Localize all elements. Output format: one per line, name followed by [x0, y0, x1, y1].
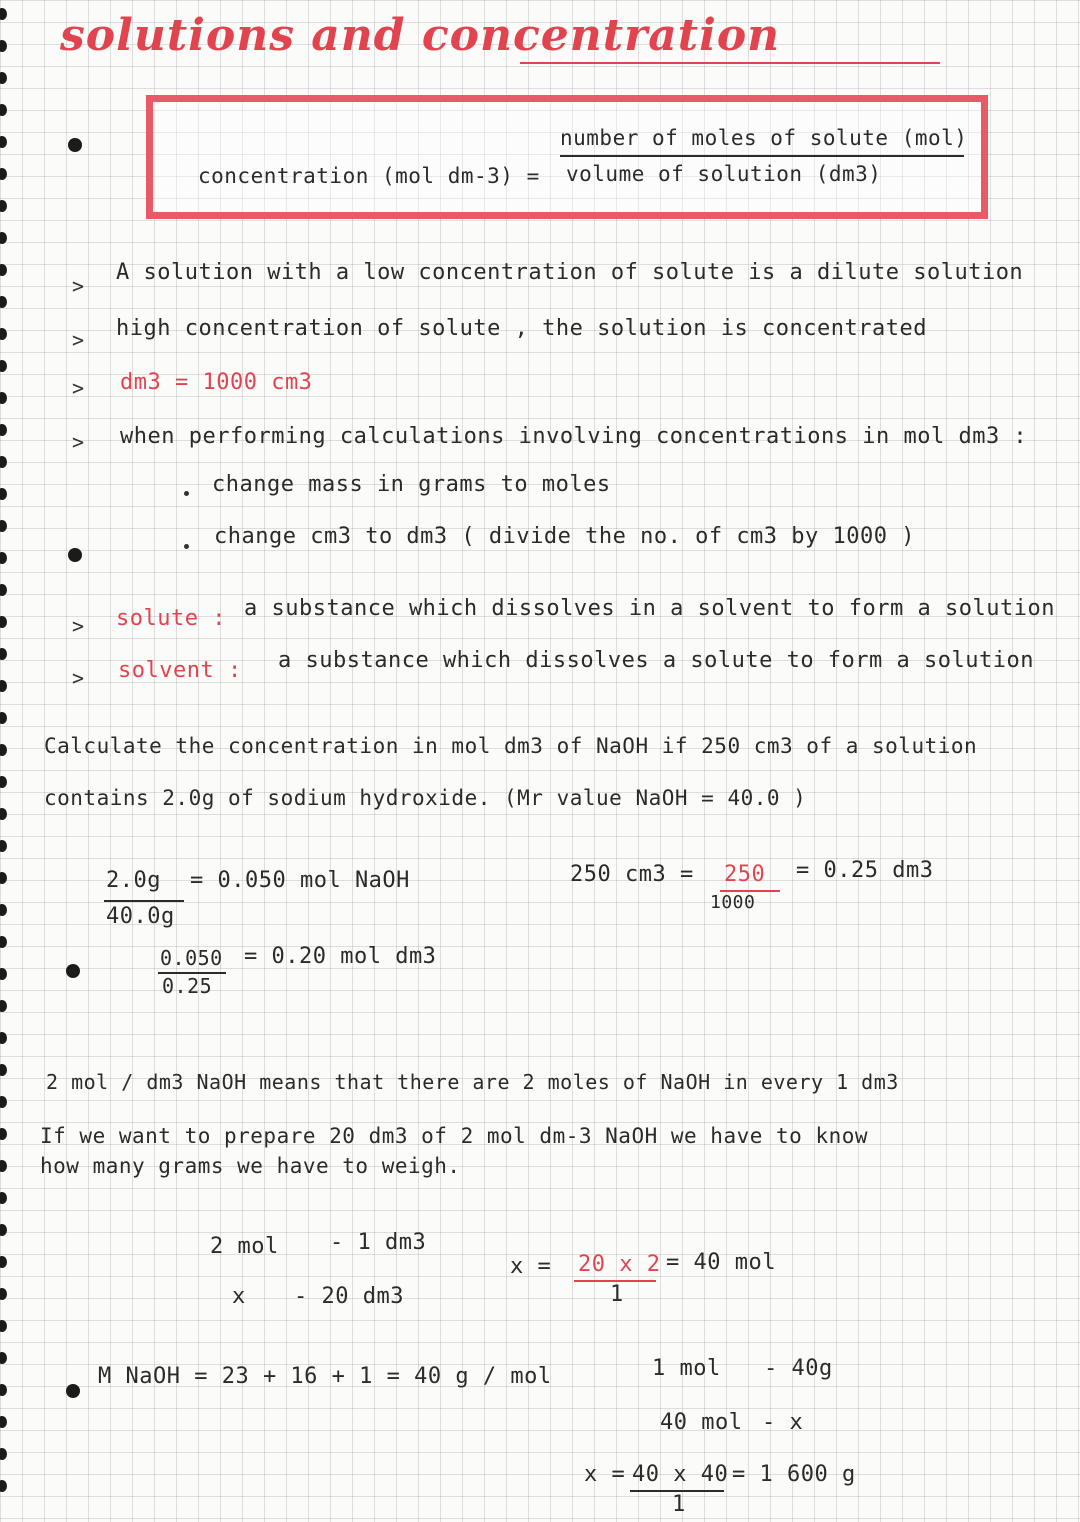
example2-line1: 2 mol / dm3 NaOH means that there are 2 moles of NaOH in every 1 dm3 [46, 1070, 899, 1094]
ratio-b2: - 20 dm3 [294, 1284, 404, 1309]
arrow-bullet-3: > [72, 376, 85, 400]
example2-line3: how many grams we have to weigh. [40, 1154, 461, 1178]
x-denominator: 1 [610, 1282, 624, 1307]
mass-denominator: 40.0g [106, 904, 175, 929]
x-numerator: 20 x 2 [578, 1252, 661, 1277]
example2-line2: If we want to prepare 20 dm3 of 2 mol dm-3 NaOH we have to know [40, 1124, 869, 1148]
conc-denominator: 0.25 [162, 974, 213, 998]
margin-dot-4 [66, 1384, 80, 1398]
solvent-term: solvent : [118, 658, 242, 683]
solute-term: solute : [116, 606, 226, 631]
volume-result: = 0.25 dm3 [796, 858, 934, 883]
volume-numerator: 250 [724, 862, 766, 887]
mass-equals-moles: = 0.050 mol NaOH [190, 868, 410, 893]
sub-note-cm3-to-dm3: change cm3 to dm3 ( divide the no. of cm3 by 1000 ) [214, 524, 916, 549]
mass-ratio-b1: 40 mol [660, 1410, 743, 1435]
x-label: x = [510, 1254, 552, 1279]
mass-x-result: = 1 600 g [732, 1462, 856, 1487]
arrow-bullet-6: > [72, 666, 85, 690]
arrow-bullet-2: > [72, 328, 85, 352]
note-dm3-conversion: dm3 = 1000 cm3 [120, 370, 313, 395]
mass-ratio-a2: - 40g [764, 1356, 833, 1381]
example1-question-line2: contains 2.0g of sodium hydroxide. (Mr value NaOH = 40.0 ) [44, 786, 807, 810]
margin-dot-3 [66, 964, 80, 978]
formula-box [146, 95, 988, 219]
mass-x-label: x = [584, 1462, 626, 1487]
note-concentrated: high concentration of solute , the solution is concentrated [116, 316, 927, 341]
note-dilute: A solution with a low concentration of solute is a dilute solution [116, 260, 1024, 285]
solvent-definition: a substance which dissolves a solute to form a solution [278, 648, 1034, 673]
volume-denominator: 1000 [710, 892, 756, 913]
mass-fraction-bar [104, 900, 184, 902]
mass-ratio-b2: - x [762, 1410, 804, 1435]
formula-denominator: volume of solution (dm3) [566, 162, 882, 186]
arrow-bullet-1: > [72, 274, 85, 298]
note-calculations: when performing calculations involving concentrations in mol dm3 : [120, 424, 1028, 449]
arrow-bullet-4: > [72, 430, 85, 454]
ratio-b1: x [232, 1284, 246, 1309]
sub-note-mass-to-moles: change mass in grams to moles [212, 472, 611, 497]
sub-bullet-1 [184, 491, 189, 496]
margin-dot-1 [68, 138, 82, 152]
ratio-a1: 2 mol [210, 1234, 279, 1259]
notebook-spiral [0, 0, 14, 1522]
mass-numerator: 2.0g [106, 868, 161, 893]
ratio-a2: - 1 dm3 [330, 1230, 427, 1255]
mass-ratio-a1: 1 mol [652, 1356, 721, 1381]
formula-lhs: concentration (mol dm-3) = [198, 164, 540, 188]
molar-mass: M NaOH = 23 + 16 + 1 = 40 g / mol [98, 1364, 552, 1389]
page-title: solutions and concentration [60, 10, 781, 61]
example1-question-line1: Calculate the concentration in mol dm3 of NaOH if 250 cm3 of a solution [44, 734, 978, 758]
sub-bullet-2 [184, 544, 189, 549]
conc-numerator: 0.050 [160, 946, 223, 970]
solute-definition: a substance which dissolves in a solvent to form a solution [244, 596, 1055, 621]
margin-dot-2 [68, 548, 82, 562]
title-underline [520, 62, 940, 64]
conc-result: = 0.20 mol dm3 [244, 944, 437, 969]
formula-numerator: number of moles of solute (mol) [560, 126, 968, 150]
x-result: = 40 mol [666, 1250, 776, 1275]
volume-left: 250 cm3 = [570, 862, 694, 887]
arrow-bullet-5: > [72, 614, 85, 638]
formula-fraction-bar [560, 155, 964, 157]
mass-x-numerator: 40 x 40 [632, 1462, 729, 1487]
mass-x-denominator: 1 [672, 1492, 686, 1517]
